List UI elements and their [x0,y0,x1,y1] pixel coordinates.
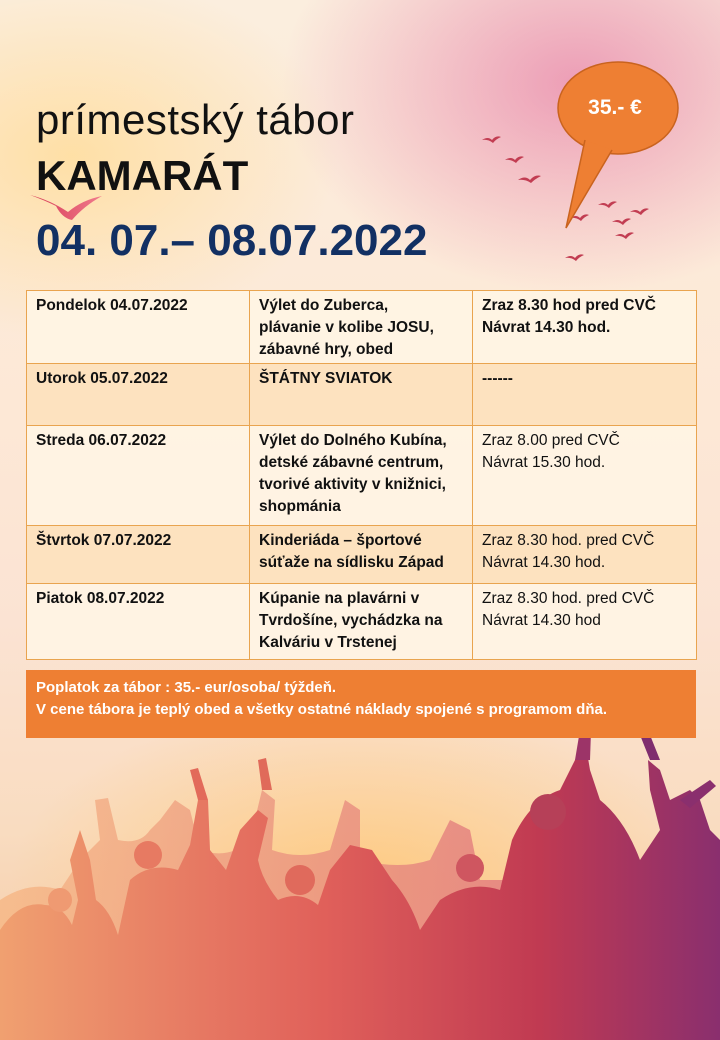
table-row [27,291,697,364]
program-line: Výlet do Zuberca, [259,297,389,314]
program-line: plávanie v kolibe JOSU, [259,319,434,336]
day-cell: Utorok 05.07.2022 [27,364,250,426]
meeting-info-cell [473,426,697,526]
day-cell: Piatok 08.07.2022 [27,584,250,660]
program-cell [250,584,473,660]
program-line: Kúpanie na plavárni v [259,590,420,607]
meeting-info-line: ------ [482,370,513,387]
meeting-info-line: Návrat 14.30 hod. [482,554,606,571]
meeting-info-line: Návrat 14.30 hod. [482,319,611,336]
price-badge: 35.- € [588,96,642,119]
crowd-silhouette [0,700,720,1040]
table-row [27,364,697,426]
meeting-info-cell [473,364,697,426]
camp-name-title: KAMARÁT [36,152,249,199]
day-cell: Štvrtok 07.07.2022 [27,526,250,584]
program-cell [250,526,473,584]
camp-dates: 04. 07.– 08.07.2022 [36,216,428,265]
meeting-info-cell [473,526,697,584]
program-line: Tvrdošíne, vychádzka na [259,612,443,629]
program-cell [250,291,473,364]
meeting-info-line: Návrat 15.30 hod. [482,454,606,471]
program-line: shopmánia [259,498,341,515]
table-row [27,584,697,660]
program-line: detské zábavné centrum, [259,454,444,471]
meeting-info-line: Zraz 8.00 pred CVČ [482,432,620,449]
day-cell: Streda 06.07.2022 [27,426,250,526]
meeting-info-line: Zraz 8.30 hod pred CVČ [482,297,656,314]
program-cell [250,364,473,426]
meeting-info-line: Zraz 8.30 hod. pred CVČ [482,532,655,549]
program-line: Kalváriu v Trstenej [259,634,397,651]
meeting-info-line: Návrat 14.30 hod [482,612,601,629]
table-row [27,426,697,526]
table-row [27,526,697,584]
meeting-info-cell [473,291,697,364]
camp-type-title: prímestský tábor [36,96,355,143]
day-cell: Pondelok 04.07.2022 [27,291,250,364]
program-line: tvorivé aktivity v knižnici, [259,476,446,493]
program-line: ŠTÁTNY SVIATOK [259,370,393,387]
schedule-table [26,290,697,660]
price-bubble-shape [558,62,678,228]
program-line: zábavné hry, obed [259,341,394,358]
meeting-info-line: Zraz 8.30 hod. pred CVČ [482,590,655,607]
program-line: Výlet do Dolného Kubína, [259,432,447,449]
fee-includes-line: V cene tábora je teplý obed a všetky ostatné náklady spojené s programom dňa. [36,701,608,718]
program-line: súťaže na sídlisku Západ [259,554,444,571]
program-cell [250,426,473,526]
fee-price-line: Poplatok za tábor : 35.- eur/osoba/ týždeň. [36,679,337,696]
fee-info-box [26,670,696,738]
meeting-info-cell [473,584,697,660]
program-line: Kinderiáda – športové [259,532,422,549]
